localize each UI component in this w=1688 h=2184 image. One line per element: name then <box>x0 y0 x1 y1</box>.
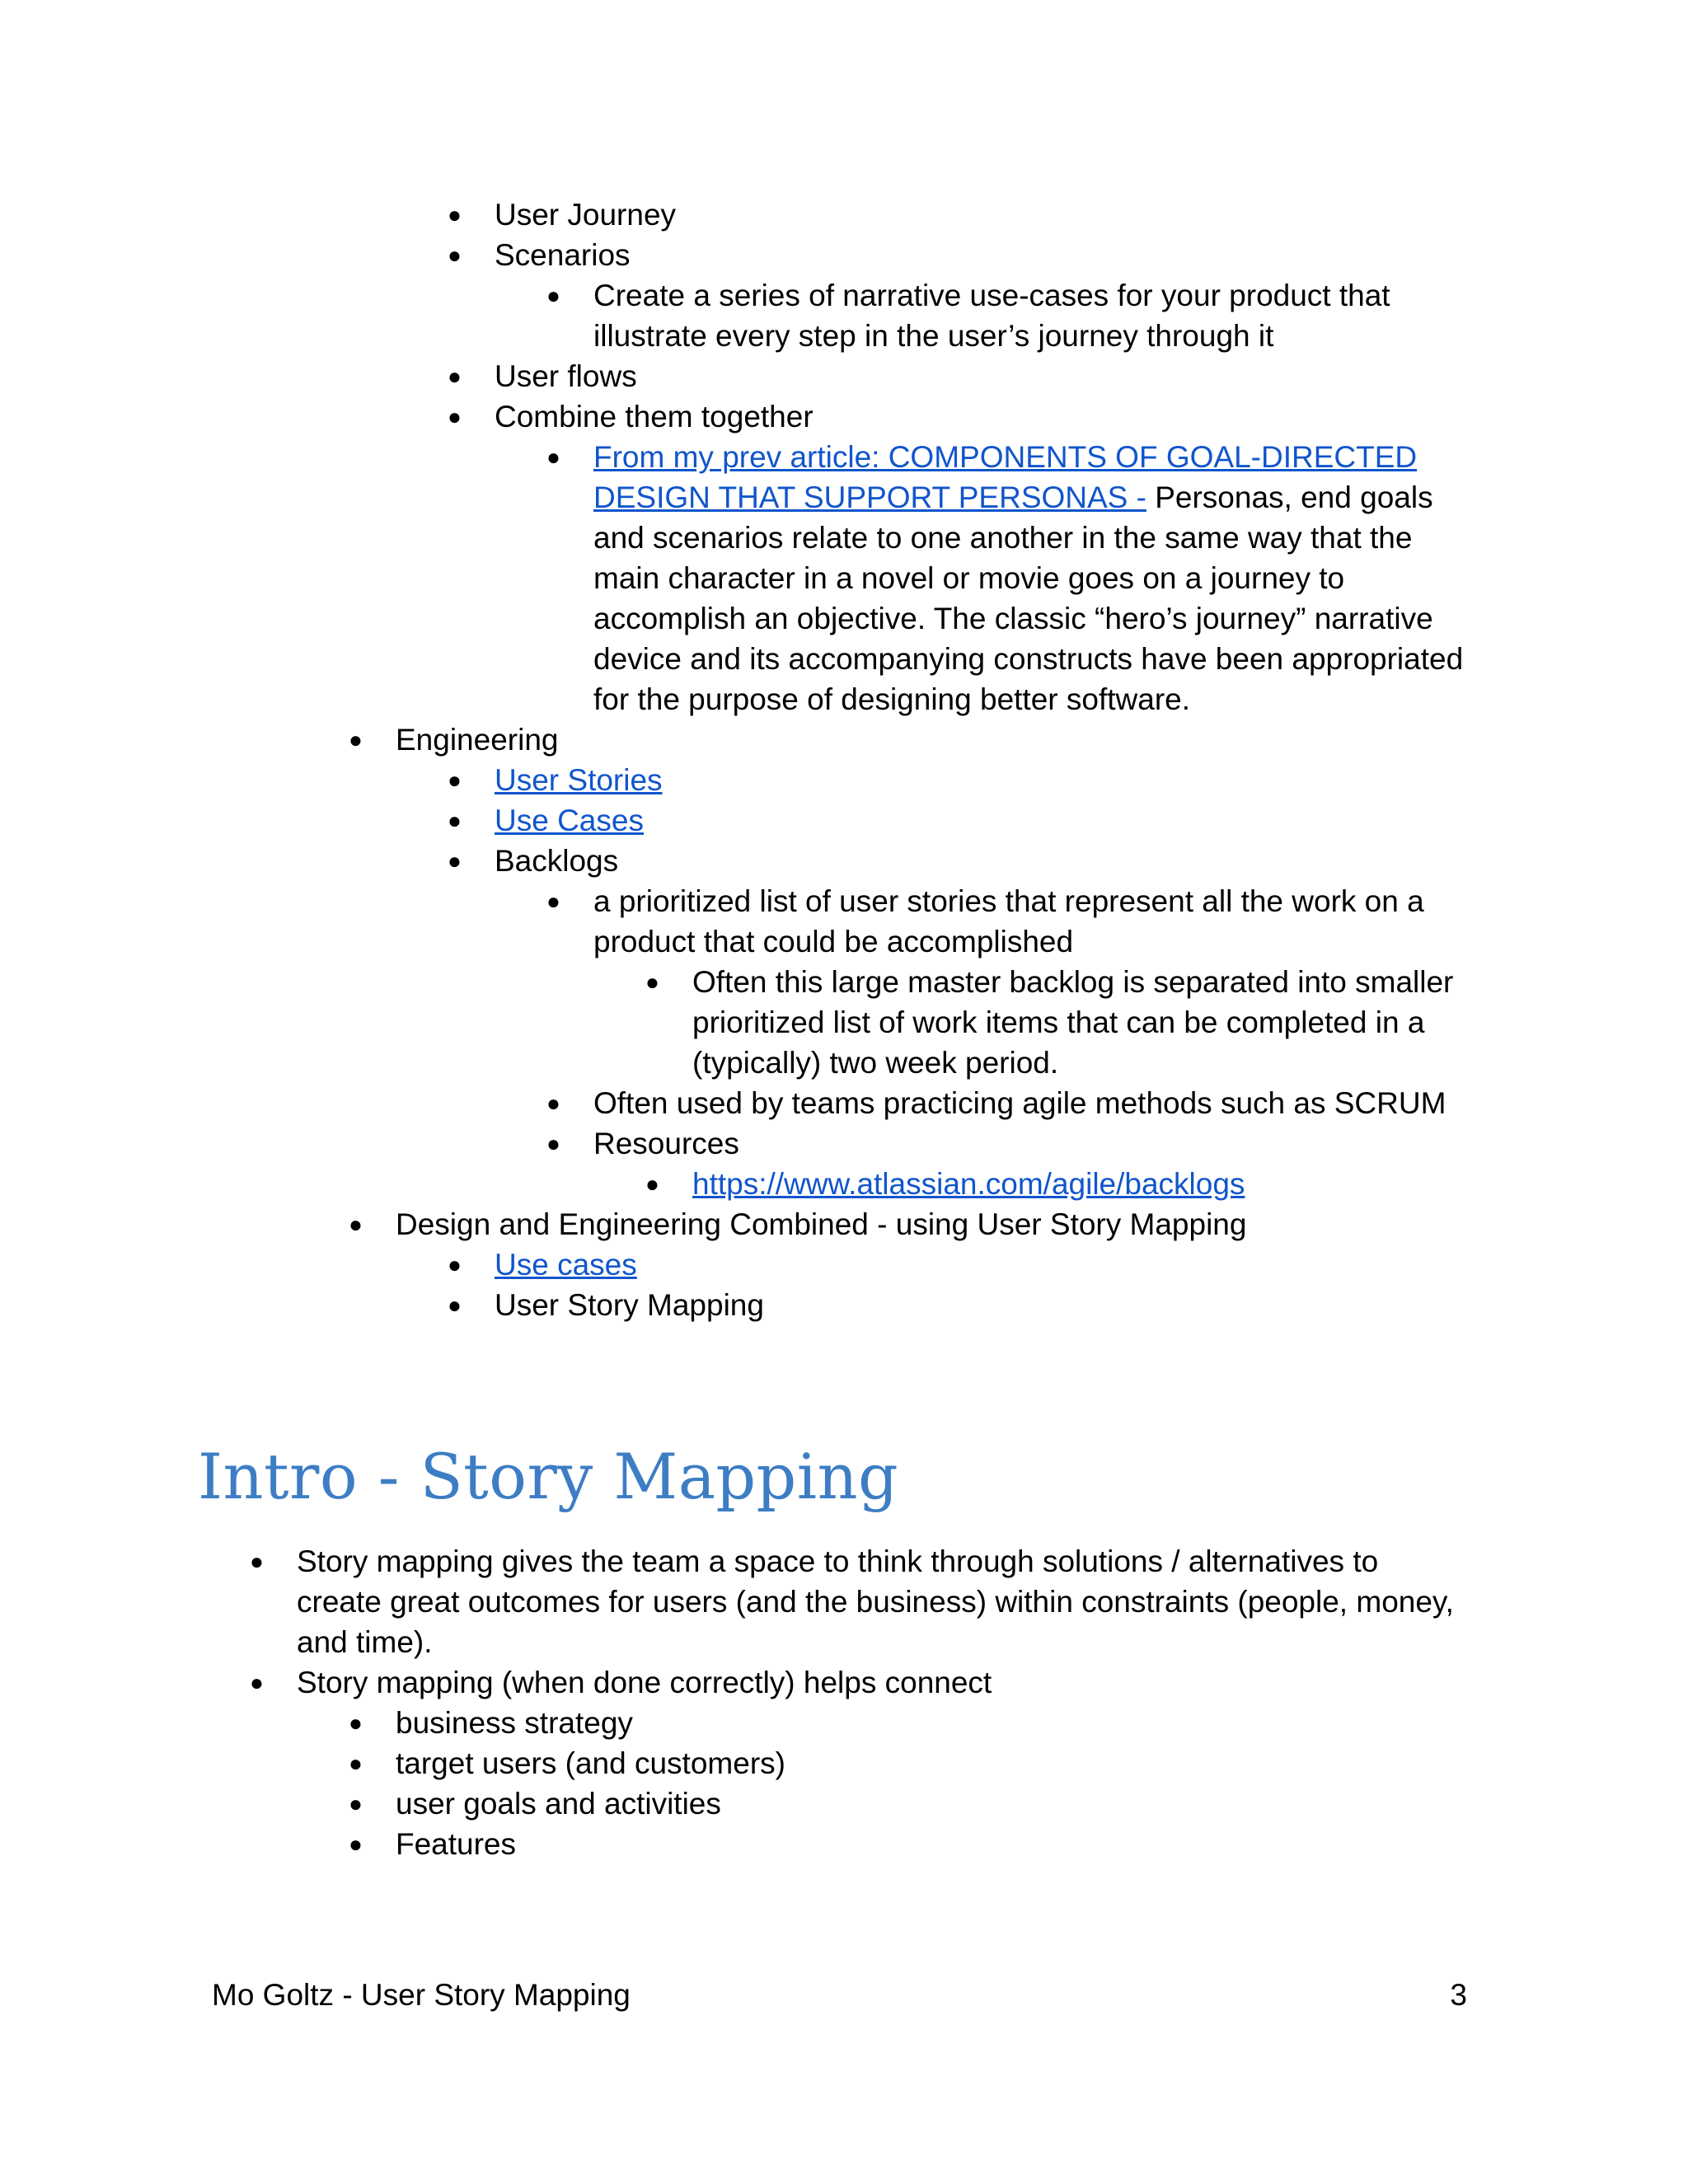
list-item <box>198 1541 1500 1662</box>
atlassian-link[interactable]: https://www.atlassian.com/agile/backlogs <box>692 1167 1245 1201</box>
intro-list <box>198 1541 1500 1864</box>
list-item <box>198 275 1500 356</box>
list-item <box>198 719 1500 760</box>
bullet-icon: ● <box>349 1791 363 1816</box>
bullet-icon: ● <box>546 283 560 308</box>
list-item <box>198 1123 1500 1164</box>
list-item <box>198 800 1500 841</box>
bullet-icon: ● <box>349 727 363 752</box>
page-number: 3 <box>1450 1978 1467 2012</box>
bullet-icon: ● <box>645 969 659 995</box>
list-item <box>198 356 1500 396</box>
intro-outline <box>198 1541 1500 1864</box>
list-item <box>198 437 1500 719</box>
section-heading: Intro - Story Mapping <box>198 1440 899 1513</box>
bullet-icon: ● <box>546 444 560 470</box>
bullet-icon: ● <box>250 1670 264 1695</box>
list-item <box>198 396 1500 437</box>
item-text: Resources <box>593 1127 739 1160</box>
footer-title: Mo Goltz - User Story Mapping <box>212 1978 631 2012</box>
list-item <box>198 760 1500 800</box>
list-item <box>198 841 1500 881</box>
bullet-icon: ● <box>448 767 462 793</box>
item-text: business strategy <box>396 1706 633 1740</box>
prev-article-link[interactable]: From my prev article: COMPONENTS OF GOAL-DIRECTED DESIGN THAT SUPPORT PERSONAS - <box>593 440 1418 514</box>
outline-list <box>198 194 1500 1325</box>
item-text <box>593 437 1484 719</box>
item-text: Engineering <box>396 723 559 757</box>
item-text: User Journey <box>495 198 677 232</box>
bullet-icon: ● <box>448 363 462 389</box>
list-item <box>198 1783 1500 1824</box>
bullet-icon: ● <box>448 404 462 429</box>
bullet-icon: ● <box>349 1212 363 1237</box>
bullet-icon: ● <box>448 808 462 833</box>
bullet-icon: ● <box>546 1131 560 1156</box>
top-list <box>198 194 1500 1325</box>
list-item <box>198 1662 1500 1703</box>
bullet-icon: ● <box>448 1292 462 1318</box>
list-item <box>198 235 1500 275</box>
list-item <box>198 194 1500 235</box>
bullet-icon: ● <box>645 1171 659 1197</box>
item-text: user goals and activities <box>396 1787 721 1821</box>
list-item <box>198 1083 1500 1123</box>
item-text: Often this large master backlog is separated into smaller prioritized list of work items that can be completed in a (typically) two week period. <box>692 965 1454 1080</box>
item-text: Scenarios <box>495 238 631 272</box>
item-text: Story mapping gives the team a space to think through solutions / alternatives to create great outcomes for users (and the business) within constraints (people, money, and time). <box>297 1544 1454 1659</box>
item-text: Combine them together <box>495 400 814 434</box>
bullet-icon: ● <box>448 848 462 874</box>
item-text: Features <box>396 1827 517 1861</box>
item-text: Design and Engineering Combined - using User Story Mapping <box>396 1207 1247 1241</box>
bullet-icon: ● <box>546 888 560 914</box>
item-text: Story mapping (when done correctly) helps connect <box>297 1666 992 1699</box>
bullet-icon: ● <box>349 1831 363 1857</box>
list-item <box>198 1204 1500 1244</box>
bullet-icon: ● <box>448 1252 462 1277</box>
bullet-icon: ● <box>448 242 462 268</box>
item-text: User Story Mapping <box>495 1288 764 1322</box>
list-item <box>198 1244 1500 1285</box>
list-item <box>198 962 1500 1083</box>
item-text: target users (and customers) <box>396 1746 785 1780</box>
bullet-icon: ● <box>250 1549 264 1574</box>
item-text <box>495 800 1500 841</box>
list-item <box>198 1285 1500 1325</box>
bullet-icon: ● <box>349 1710 363 1736</box>
bullet-icon: ● <box>349 1750 363 1776</box>
bullet-icon: ● <box>448 202 462 227</box>
item-text <box>495 1244 1500 1285</box>
item-text: User flows <box>495 359 637 393</box>
use-cases-lower-link[interactable]: Use cases <box>495 1248 637 1282</box>
item-text: a prioritized list of user stories that represent all the work on a product that could be accomplished <box>593 884 1424 958</box>
use-cases-link[interactable]: Use Cases <box>495 804 644 837</box>
list-item <box>198 881 1500 962</box>
list-item <box>198 1824 1500 1864</box>
item-text: Create a series of narrative use-cases for your product that illustrate every step in the user’s journey through it <box>593 279 1390 353</box>
item-text: Often used by teams practicing agile methods such as SCRUM <box>593 1086 1447 1120</box>
item-text: Backlogs <box>495 844 619 878</box>
bullet-icon: ● <box>546 1090 560 1116</box>
list-item <box>198 1164 1500 1204</box>
user-stories-link[interactable]: User Stories <box>495 763 663 797</box>
item-text <box>495 760 1500 800</box>
prev-article-text: Personas, end goals and scenarios relate to one another in the same way that the main character in a novel or movie goes on a journey to accomplish an objective. The classic “hero’s journey” narrative device and its accompanying constructs have been appropriated for the purpose of designing better software. <box>593 480 1464 716</box>
list-item <box>198 1743 1500 1783</box>
item-text <box>692 1164 1500 1204</box>
list-item <box>198 1703 1500 1743</box>
